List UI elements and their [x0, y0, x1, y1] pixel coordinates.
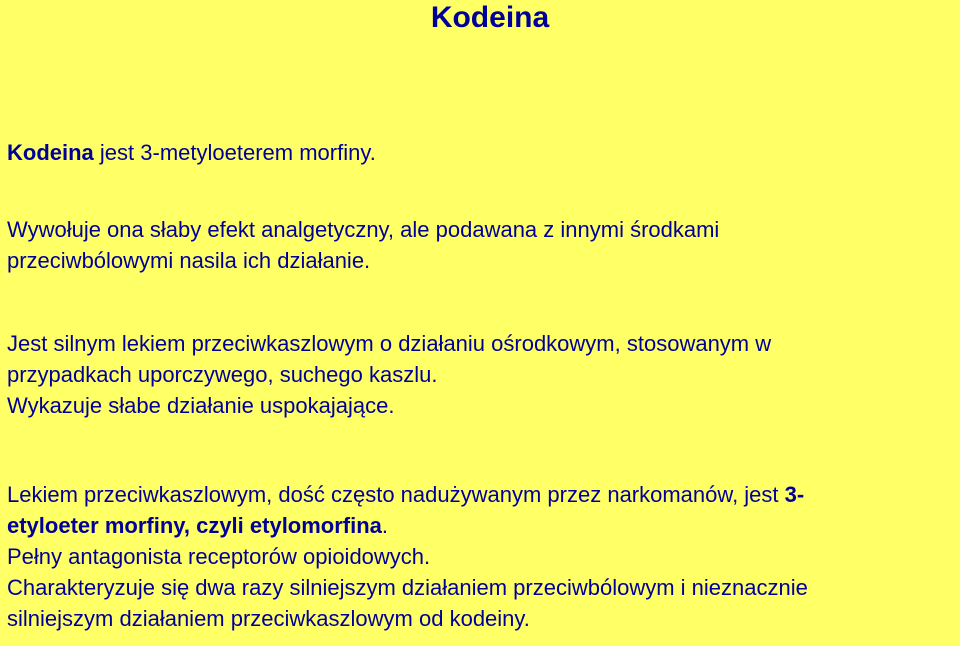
comparison-line-2: silniejszym działaniem przeciwkaszlowym od kodeiny. [7, 606, 530, 631]
definition-line [7, 137, 957, 168]
bold-term-3: 3- [784, 482, 805, 507]
paragraph-antitussive [7, 328, 957, 421]
bold-term-kodeina: Kodeina [7, 140, 94, 165]
analgesic-line-2: przeciwbólowymi nasila ich działanie. [7, 248, 371, 273]
analgesic-line-1: Wywołuje ona słaby efekt analgetyczny, ale podawana z innymi środkami [7, 217, 720, 242]
definition-text: jest 3-metyloeterem morfiny. [93, 140, 376, 165]
paragraph-analgesic [7, 214, 957, 276]
ethylmorphine-line-1 [7, 479, 957, 510]
ethylmorphine-line-1-text: Lekiem przeciwkaszlowym, dość często nadużywanym przez narkomanów, jest [7, 482, 785, 507]
ethylmorphine-line-2-end: . [381, 513, 389, 538]
ethylmorphine-line-2 [7, 510, 957, 541]
sedative-line: Wykazuje słabe działanie uspokajające. [7, 393, 395, 418]
antitussive-line-1: Jest silnym lekiem przeciwkaszlowym o działaniu ośrodkowym, stosowanym w [7, 331, 772, 356]
antagonist-line: Pełny antagonista receptorów opioidowych. [7, 544, 431, 569]
page-title: Kodeina [430, 1, 550, 34]
bold-term-etylomorfina: etyloeter morfiny, czyli etylomorfina [7, 513, 382, 538]
antitussive-line-2: przypadkach uporczywego, suchego kaszlu. [7, 362, 438, 387]
paragraph-ethylmorphine [7, 479, 957, 634]
comparison-line-1: Charakteryzuje się dwa razy silniejszym działaniem przeciwbólowym i nieznacznie [7, 575, 808, 600]
paragraph-definition [7, 137, 957, 168]
